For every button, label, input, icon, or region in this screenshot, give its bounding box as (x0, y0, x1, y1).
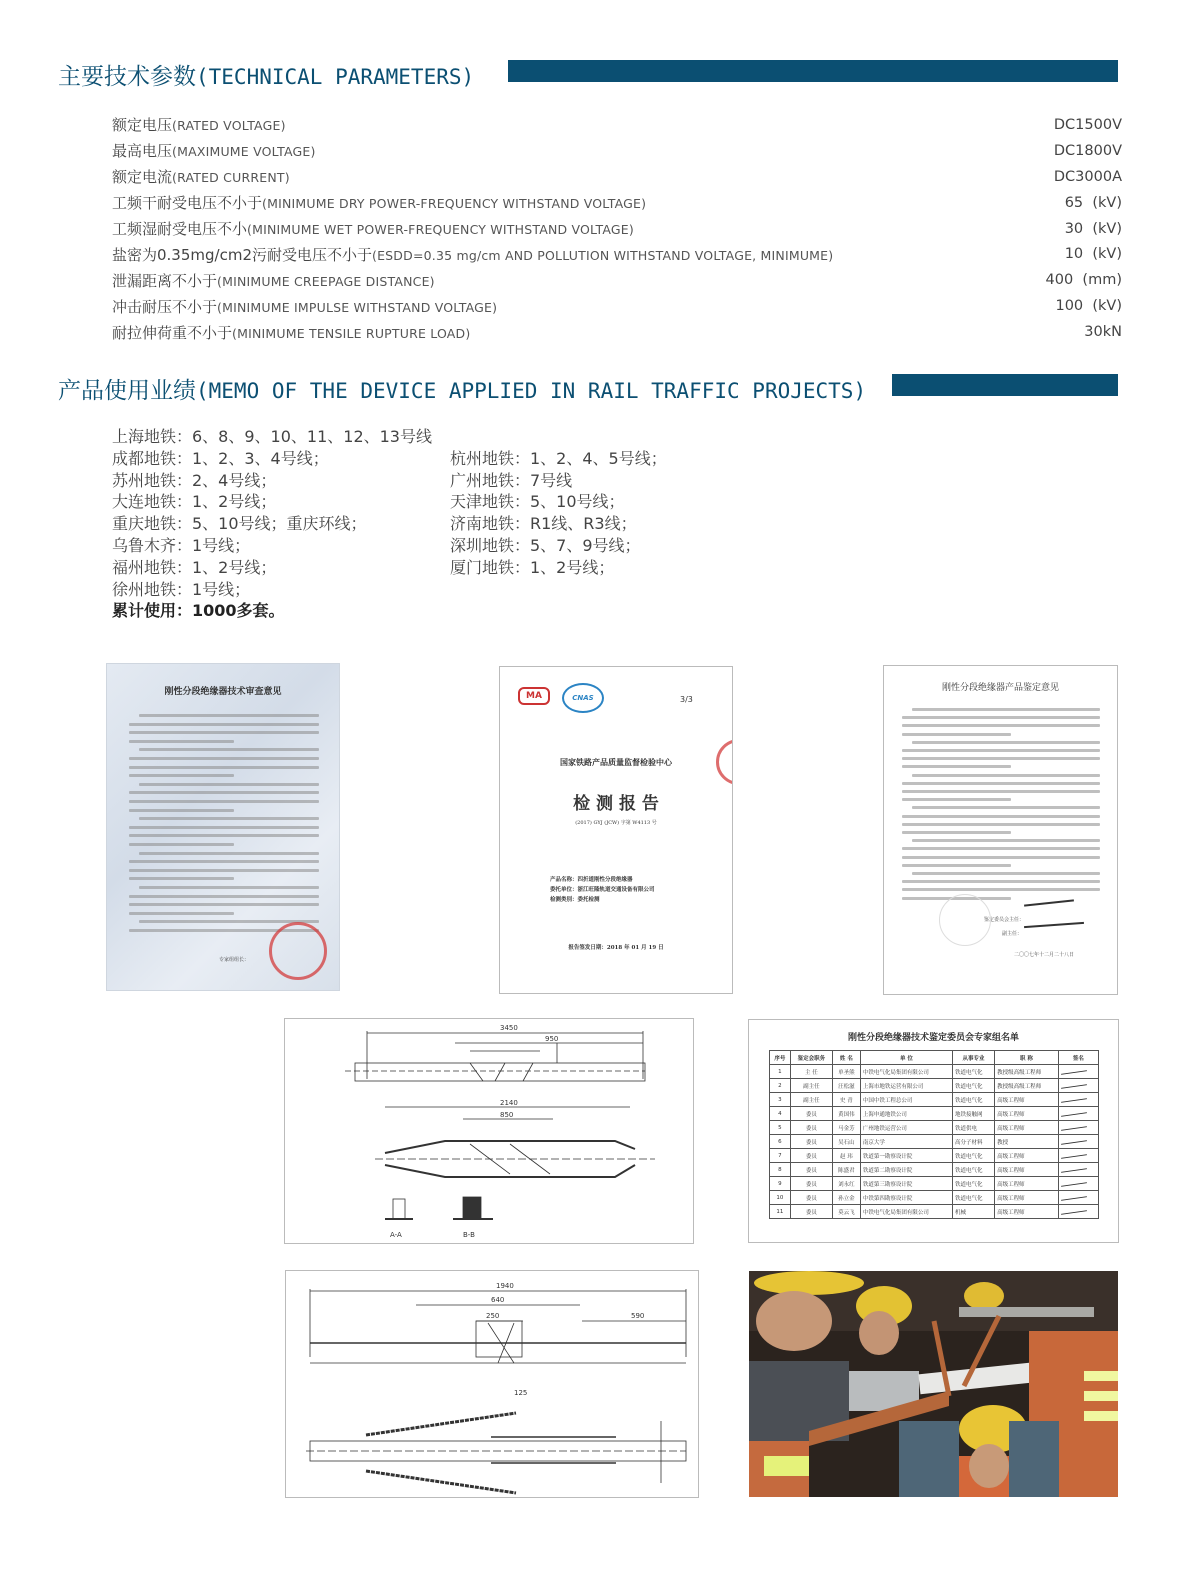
table-cell: 吴石山 (832, 1135, 860, 1149)
parameter-label (112, 166, 290, 187)
project-row (112, 579, 712, 601)
parameter-value: 30kN (1084, 324, 1122, 341)
test-report-product: 产品名称：四折道刚性分段绝缘器 (550, 877, 633, 883)
table-cell: 铁道电气化 (952, 1177, 994, 1191)
table-cell: 上海申通地铁公司 (860, 1107, 952, 1121)
signature-cell (1058, 1093, 1098, 1107)
appraisal-chair-label: 鉴定委员会主任： (984, 917, 1025, 923)
table-row (770, 1163, 1099, 1177)
document-text-line (129, 903, 319, 906)
parameter-row (112, 293, 1122, 319)
parameter-label-cn: 额定电压 (112, 116, 173, 135)
table-cell: 11 (770, 1205, 791, 1219)
table-cell: 汪松滋 (832, 1079, 860, 1093)
table-header-cell: 签名 (1058, 1051, 1098, 1065)
table-cell: 8 (770, 1163, 791, 1177)
section-title-en: (TECHNICAL PARAMETERS) (196, 65, 475, 89)
table-cell: 6 (770, 1135, 791, 1149)
document-text-line (129, 809, 234, 812)
document-text-line (912, 741, 1100, 744)
document-text-line (902, 864, 1011, 867)
parameter-value: 400 (mm) (1045, 272, 1122, 289)
document-text-line (902, 716, 1100, 719)
document-text-line (129, 757, 319, 760)
document-text-line (912, 806, 1100, 809)
document-text-line (139, 852, 319, 855)
table-cell: 铁道第三勘察设计院 (860, 1177, 952, 1191)
table-row (770, 1191, 1099, 1205)
parameter-value: DC3000A (1053, 168, 1122, 185)
parameter-label-en: (RATED CURRENT) (172, 170, 290, 186)
table-cell: 马金芳 (832, 1121, 860, 1135)
document-text-line (129, 869, 319, 872)
document-text-line (139, 817, 319, 820)
table-cell: 铁道电气化 (952, 1065, 994, 1079)
red-seal-stamp (269, 922, 327, 980)
signature-cell (1058, 1205, 1098, 1219)
document-text-line (912, 839, 1100, 842)
table-header-cell: 从事专业 (952, 1051, 994, 1065)
signature-cell (1058, 1107, 1098, 1121)
project-entry: 杭州地铁：1、2、4、5号线； (450, 448, 667, 468)
signature-cell (1058, 1149, 1098, 1163)
table-cell: 高级工程师 (995, 1121, 1059, 1135)
parameter-label-cn: 工频湿耐受电压不小 (112, 220, 248, 238)
table-cell: 3 (770, 1093, 791, 1107)
table-cell: 委员 (790, 1107, 832, 1121)
table-cell: 高级工程师 (995, 1191, 1059, 1205)
svg-text:B-B: B-B (463, 1231, 475, 1239)
faded-seal (939, 894, 991, 946)
parameter-label-cn: 泄漏距离不小于 (112, 271, 218, 290)
table-cell: 中铁电气化局集团有限公司 (860, 1065, 952, 1079)
document-text-line (902, 733, 1011, 736)
document-text-line (129, 766, 319, 769)
parameter-row (112, 112, 1122, 138)
table-cell: 10 (770, 1191, 791, 1205)
parameter-label-cn: 耐拉伸荷重不小于 (112, 323, 233, 342)
document-text-line (902, 880, 1100, 883)
table-cell: 中国中铁工程总公司 (860, 1093, 952, 1107)
table-cell: 莫云飞 (832, 1205, 860, 1219)
installation-photo (749, 1271, 1118, 1497)
parameter-value: 100 (kV) (1055, 298, 1122, 315)
table-cell: 委员 (790, 1149, 832, 1163)
table-cell: 教授级高级工程师 (995, 1065, 1059, 1079)
table-cell: 单圣熊 (832, 1065, 860, 1079)
parameter-value: 65 (kV) (1064, 194, 1122, 211)
parameter-label-en: (ESDD=0.35 mg/cm AND POLLUTION WITHSTAND VOLTAGE, MINIMUME) (372, 247, 834, 263)
section-header-memo (58, 372, 866, 405)
document-text-line (129, 834, 319, 837)
project-entry: 厦门地铁：1、2号线； (450, 557, 615, 577)
table-cell: 1 (770, 1065, 791, 1079)
document-text-line (902, 782, 1100, 785)
project-entry: 福州地铁：1、2号线； (112, 557, 277, 577)
review-document-title: 刚性分段绝缘器技术审查意见 (164, 687, 282, 697)
svg-text:1940: 1940 (496, 1282, 514, 1290)
table-cell: 史 青 (832, 1093, 860, 1107)
section-title-en: (MEMO OF THE DEVICE APPLIED IN RAIL TRAFFIC PROJECTS) (196, 379, 867, 403)
table-cell: 副主任 (790, 1079, 832, 1093)
document-text-line (902, 847, 1100, 850)
parameter-label (112, 192, 646, 213)
document-text-line (912, 774, 1100, 777)
table-cell: 铁道电气化 (952, 1079, 994, 1093)
project-list (112, 426, 712, 622)
document-text-line (902, 815, 1100, 818)
svg-text:250: 250 (486, 1312, 500, 1320)
document-text-line (139, 748, 319, 751)
svg-text:A-A: A-A (390, 1231, 402, 1239)
document-text-line (912, 872, 1100, 875)
project-entry: 重庆地铁：5、10号线；重庆环线； (112, 514, 367, 534)
document-text-line (902, 823, 1100, 826)
table-cell: 刘永红 (832, 1177, 860, 1191)
parameter-row (112, 267, 1122, 293)
table-cell: 铁道第二勘察设计院 (860, 1163, 952, 1177)
table-cell: 地铁接触网 (952, 1107, 994, 1121)
parameter-label-en: (MINIMUME TENSILE RUPTURE LOAD) (232, 325, 471, 341)
technical-drawing-2 (285, 1270, 699, 1498)
page-number: 3/3 (680, 695, 693, 704)
table-cell: 副主任 (790, 1093, 832, 1107)
table-cell: 高级工程师 (995, 1107, 1059, 1121)
parameter-value: 30 (kV) (1064, 220, 1122, 237)
test-report-client: 委托单位：浙江旺隆轨道交通设备有限公司 (550, 887, 655, 893)
project-row (112, 513, 712, 535)
signature-cell (1058, 1177, 1098, 1191)
table-header-cell: 序号 (770, 1051, 791, 1065)
parameter-label (112, 218, 634, 239)
parameter-row (112, 216, 1122, 242)
table-cell: 中铁第四勘察设计院 (860, 1191, 952, 1205)
project-entry: 天津地铁：5、10号线； (450, 492, 625, 512)
expert-list-title: 刚性分段绝缘器技术鉴定委员会专家组名单 (847, 1033, 1019, 1043)
section-title-cn: 主要技术参数 (58, 64, 196, 90)
table-cell: 南京大学 (860, 1135, 952, 1149)
project-entry: 成都地铁：1、2、3、4号线； (112, 448, 329, 468)
document-text-line (902, 798, 1011, 801)
document-text-line (129, 860, 319, 863)
table-cell: 委员 (790, 1163, 832, 1177)
table-cell: 委员 (790, 1177, 832, 1191)
table-cell: 5 (770, 1121, 791, 1135)
svg-text:640: 640 (491, 1296, 505, 1304)
appraisal-date: 二〇〇七年十二月二十八日 (1014, 952, 1075, 958)
parameter-label-en: (MINIMUME DRY POWER-FREQUENCY WITHSTAND VOLTAGE) (262, 196, 647, 212)
document-text-line (129, 912, 234, 915)
parameter-label (112, 322, 470, 343)
table-cell: 陈盛君 (832, 1163, 860, 1177)
table-cell: 中铁电气化局集团有限公司 (860, 1205, 952, 1219)
table-cell: 委员 (790, 1205, 832, 1219)
parameter-label-en: (MINIMUME WET POWER-FREQUENCY WITHSTAND VOLTAGE) (247, 222, 634, 237)
appraisal-vice-label: 副主任： (1002, 931, 1023, 937)
table-header-cell: 姓 名 (832, 1051, 860, 1065)
parameter-value: DC1500V (1053, 116, 1122, 133)
parameter-row (112, 164, 1122, 190)
table-cell: 主 任 (790, 1065, 832, 1079)
review-document-image (106, 663, 340, 991)
parameter-value: DC1800V (1053, 142, 1122, 159)
table-cell: 机械 (952, 1205, 994, 1219)
project-row (112, 470, 712, 492)
table-header-row (770, 1051, 1099, 1065)
parameters-list (112, 112, 1122, 345)
project-row (112, 491, 712, 513)
document-text-line (902, 856, 1100, 859)
parameter-row (112, 138, 1122, 164)
review-signer-label: 专家组组长： (219, 957, 250, 963)
parameter-row (112, 190, 1122, 216)
table-cell: 2 (770, 1079, 791, 1093)
document-text-line (902, 831, 1011, 834)
table-header-cell: 单 位 (860, 1051, 952, 1065)
table-cell: 高级工程师 (995, 1093, 1059, 1107)
document-text-line (129, 731, 319, 734)
parameter-label (112, 244, 833, 265)
document-text-line (902, 790, 1100, 793)
parameter-row (112, 241, 1122, 267)
section-header-technical-parameters (58, 58, 474, 91)
signature-cell (1058, 1065, 1098, 1079)
document-text-line (129, 774, 234, 777)
signature-cell (1058, 1135, 1098, 1149)
table-row (770, 1093, 1099, 1107)
table-cell: 高级工程师 (995, 1149, 1059, 1163)
project-entry: 广州地铁：7号线 (450, 470, 573, 490)
document-text-line (129, 895, 319, 898)
drawing-svg (285, 1019, 694, 1244)
expert-list-image (748, 1019, 1119, 1243)
project-entry: 上海地铁：6、8、9、10、11、12、13号线 (112, 427, 432, 446)
table-row (770, 1065, 1099, 1079)
test-report-date: 报告签发日期：2018 年 01 月 19 日 (568, 945, 664, 951)
parameter-label-cn: 额定电流 (112, 168, 173, 187)
table-cell: 教授级高级工程师 (995, 1079, 1059, 1093)
document-text-line (129, 843, 234, 846)
test-report-title: 检 测 报 告 (573, 794, 659, 814)
appraisal-document-image (883, 665, 1118, 995)
drawing-svg (286, 1271, 699, 1498)
cnas-logo-text: CNAS (572, 694, 594, 702)
ma-logo-text: MA (526, 691, 542, 701)
parameter-label-cn: 冲击耐压不小于 (112, 297, 218, 316)
document-text-line (139, 783, 319, 786)
table-cell: 铁道电气化 (952, 1093, 994, 1107)
project-row (112, 535, 712, 557)
svg-text:3450: 3450 (500, 1024, 518, 1032)
table-cell: 铁道电气化 (952, 1149, 994, 1163)
svg-text:2140: 2140 (500, 1099, 518, 1107)
table-cell: 教授 (995, 1135, 1059, 1149)
test-report-number: (2017) GYJ (JCW) 字第 W4113 号 (575, 820, 657, 826)
parameter-label (112, 270, 435, 291)
section-title (58, 372, 866, 405)
svg-text:850: 850 (500, 1111, 514, 1119)
table-header-cell: 职 称 (995, 1051, 1059, 1065)
section-title (58, 58, 474, 91)
document-text-line (129, 791, 319, 794)
document-text-line (902, 724, 1100, 727)
signature-cell (1058, 1191, 1098, 1205)
red-seal-stamp (716, 739, 733, 785)
project-entry: 深圳地铁：5、7、9号线； (450, 535, 641, 555)
table-cell: 上海市地铁运营有限公司 (860, 1079, 952, 1093)
project-row (112, 557, 712, 579)
document-text-line (902, 757, 1100, 760)
table-row (770, 1205, 1099, 1219)
signature-cell (1058, 1079, 1098, 1093)
table-cell: 铁道供电 (952, 1121, 994, 1135)
table-cell: 黄国伟 (832, 1107, 860, 1121)
table-row (770, 1079, 1099, 1093)
project-total: 累计使用：1000多套。 (112, 601, 285, 621)
test-report-image (499, 666, 733, 994)
document-text-line (902, 749, 1100, 752)
project-row (112, 426, 712, 448)
table-cell: 高级工程师 (995, 1177, 1059, 1191)
parameter-label-cn: 工频干耐受电压不小于 (112, 194, 263, 213)
document-text-line (139, 886, 319, 889)
table-cell: 铁道电气化 (952, 1191, 994, 1205)
signature-cell (1058, 1163, 1098, 1177)
table-cell: 委员 (790, 1191, 832, 1205)
parameter-value: 10 (kV) (1064, 246, 1122, 263)
table-row (770, 1177, 1099, 1191)
section-title-cn: 产品使用业绩 (58, 378, 196, 404)
signature (1024, 922, 1084, 928)
table-row (770, 1135, 1099, 1149)
section-divider-bar (892, 374, 1118, 396)
project-entry: 苏州地铁：2、4号线； (112, 470, 277, 490)
expert-table (769, 1050, 1099, 1219)
document-text-line (902, 765, 1011, 768)
parameter-label-cn: 盐密为0.35mg/cm2污耐受电压不小于 (112, 245, 372, 264)
signature-cell (1058, 1121, 1098, 1135)
section-divider-bar (508, 60, 1118, 82)
ma-logo (518, 687, 550, 705)
table-cell: 高级工程师 (995, 1205, 1059, 1219)
parameter-label-en: (MAXIMUME VOLTAGE) (172, 144, 316, 160)
table-cell: 赵 玮 (832, 1149, 860, 1163)
project-entry: 乌鲁木齐：1号线； (112, 535, 251, 555)
table-cell: 4 (770, 1107, 791, 1121)
parameter-label-en: (MINIMUME CREEPAGE DISTANCE) (217, 273, 435, 289)
table-cell: 7 (770, 1149, 791, 1163)
svg-text:125: 125 (514, 1389, 528, 1397)
document-text-line (139, 714, 319, 717)
project-row (112, 448, 712, 470)
technical-drawing-1 (284, 1018, 694, 1244)
table-row (770, 1149, 1099, 1163)
table-cell: 委员 (790, 1135, 832, 1149)
parameter-label (112, 114, 286, 135)
table-cell: 委员 (790, 1121, 832, 1135)
project-entry: 大连地铁：1、2号线； (112, 492, 277, 512)
workers-photo-illustration (749, 1271, 1118, 1497)
table-cell: 铁道电气化 (952, 1163, 994, 1177)
document-text-line (129, 826, 319, 829)
document-text-line (902, 888, 1100, 891)
parameter-label (112, 140, 316, 161)
test-report-type: 检测类别：委托检测 (550, 897, 600, 903)
table-header-cell: 鉴定会职务 (790, 1051, 832, 1065)
table-row (770, 1121, 1099, 1135)
parameter-label-en: (MINIMUME IMPULSE WITHSTAND VOLTAGE) (217, 299, 498, 315)
document-text-line (129, 740, 234, 743)
parameter-label (112, 296, 497, 317)
document-text-line (912, 708, 1100, 711)
table-cell: 9 (770, 1177, 791, 1191)
project-entry: 济南地铁：R1线、R3线； (450, 514, 637, 534)
table-cell: 高级工程师 (995, 1163, 1059, 1177)
document-text-line (129, 723, 319, 726)
document-text-line (129, 800, 319, 803)
table-cell: 孙立金 (832, 1191, 860, 1205)
table-cell: 高分子材料 (952, 1135, 994, 1149)
project-entry: 徐州地铁：1号线； (112, 579, 251, 599)
table-cell: 广州地铁运营公司 (860, 1121, 952, 1135)
document-text-line (129, 877, 234, 880)
svg-text:950: 950 (545, 1035, 559, 1043)
appraisal-document-title: 刚性分段绝缘器产品鉴定意见 (941, 683, 1059, 693)
cnas-logo (562, 683, 604, 713)
parameter-row (112, 319, 1122, 345)
signature (1024, 899, 1074, 906)
svg-text:590: 590 (631, 1312, 645, 1320)
test-report-org: 国家铁路产品质量监督检验中心 (560, 757, 672, 767)
table-cell: 铁道第一勘察设计院 (860, 1149, 952, 1163)
parameter-label-en: (RATED VOLTAGE) (172, 118, 286, 134)
parameter-label-cn: 最高电压 (112, 142, 173, 161)
table-row (770, 1107, 1099, 1121)
